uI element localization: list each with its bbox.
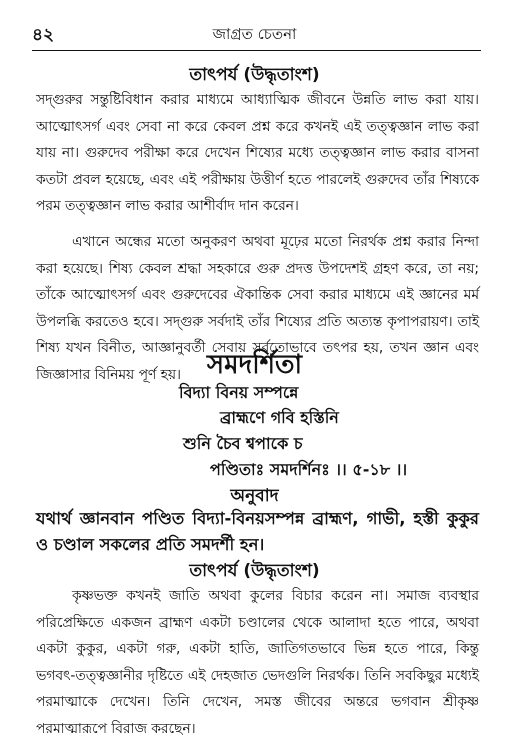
translation-heading: অনুবাদ <box>230 486 279 506</box>
paragraph: কৃষ্ণভক্ত কখনই জাতি অথবা কুলের বিচার করেন না। সমাজ ব্যবস্থার পরিপ্রেক্ষিতে একজন ব্রাহ্মণ একটা চণ্ডালের থেকে আলাদা হতে পারে, অথবা একটা কুকুর, একটা গরু, একটা হাতি, জাতিগতভাবে ভিন্ন হতে পারে, কিন্তু ভগবৎ-তত্ত্বজ্ঞানীর দৃষ্টিতে এই দেহজাত ভেদগুলি নিরর্থক। তিনি সবকিছুর মধ্যেই পরমাত্মাকে দেখেন। তিনি দেখেন, সমস্ত জীবের অন্তরে ভগবান শ্রীকৃষ্ণ পরমাত্মারূপে বিরাজ করছেন। <box>36 588 479 737</box>
verse-line: ব্রাহ্মণে গবি হস্তিনি <box>220 408 339 427</box>
page-header <box>32 22 477 44</box>
paragraph: এখানে অন্ধের মতো অনুকরণ অথবা মূঢ়ের মতো নিরর্থক প্রশ্ন করার নিন্দা করা হয়েছে। শিষ্য কেবল শ্রদ্ধা সহকারে গুরু প্রদত্ত উপদেশই গ্রহণ করে, তা নয়; তাঁকে আত্মোৎসর্গ এবং গুরুদেবের ঐকান্তিক সেবা করার মাধ্যমে এই জ্ঞানের মর্ম উপলব্ধি করতেও হবে। সদ্‌গুরু সর্বদাই তাঁর শিষ্যের প্রতি অত্যন্ত কৃপাপরায়ণ। তাই শিষ্য যখন বিনীত, আজ্ঞানুবর্তী সেবায় সর্বতোভাবে তৎপর হয়, তখন জ্ঞান এবং জিজ্ঞাসার বিনিময় পূর্ণ হয়। <box>36 234 479 383</box>
header-divider <box>32 50 481 51</box>
verse-line: পণ্ডিতাঃ সমদর্শিনঃ ।। ৫-১৮ ।। <box>210 460 408 479</box>
page-number: ৪২ <box>32 25 55 45</box>
verse-line: শুনি চৈব শ্বপাকে চ <box>183 434 303 453</box>
purport-heading: তাৎপর্য (উদ্ধৃতাংশ) <box>189 65 320 85</box>
running-title: জাগ্রত চেতনা <box>212 25 297 43</box>
section-title: সমদর্শিতা <box>206 350 303 380</box>
purport-heading: তাৎপর্য (উদ্ধৃতাংশ) <box>189 561 320 581</box>
verse-line: বিদ্যা বিনয় সম্পন্নে <box>179 383 299 402</box>
paragraph: সদ্‌গুরুর সন্তুষ্টিবিধান করার মাধ্যমে আধ্যাত্মিক জীবনে উন্নতি লাভ করা যায়। আত্মোৎসর্গ এবং সেবা না করে কেবল প্রশ্ন করে কখনই এই তত্ত্বজ্ঞান লাভ করা যায় না। গুরুদেব পরীক্ষা করে দেখেন শিষ্যের মধ্যে তত্ত্বজ্ঞান লাভ করার বাসনা কতটা প্রবল হয়েছে, এবং এই পরীক্ষায় উত্তীর্ণ হতে পারলেই গুরুদেব তাঁর শিষ্যকে পরম তত্ত্বজ্ঞান লাভ করার আশীর্বাদ দান করেন। <box>36 92 479 215</box>
translation-text: যথার্থ জ্ঞানবান পণ্ডিত বিদ্যা-বিনয়সম্পন্ন ব্রাহ্মণ, গাভী, হস্তী কুকুর ও চণ্ডাল সকলের প্রতি সমদর্শী হন। <box>36 509 479 554</box>
